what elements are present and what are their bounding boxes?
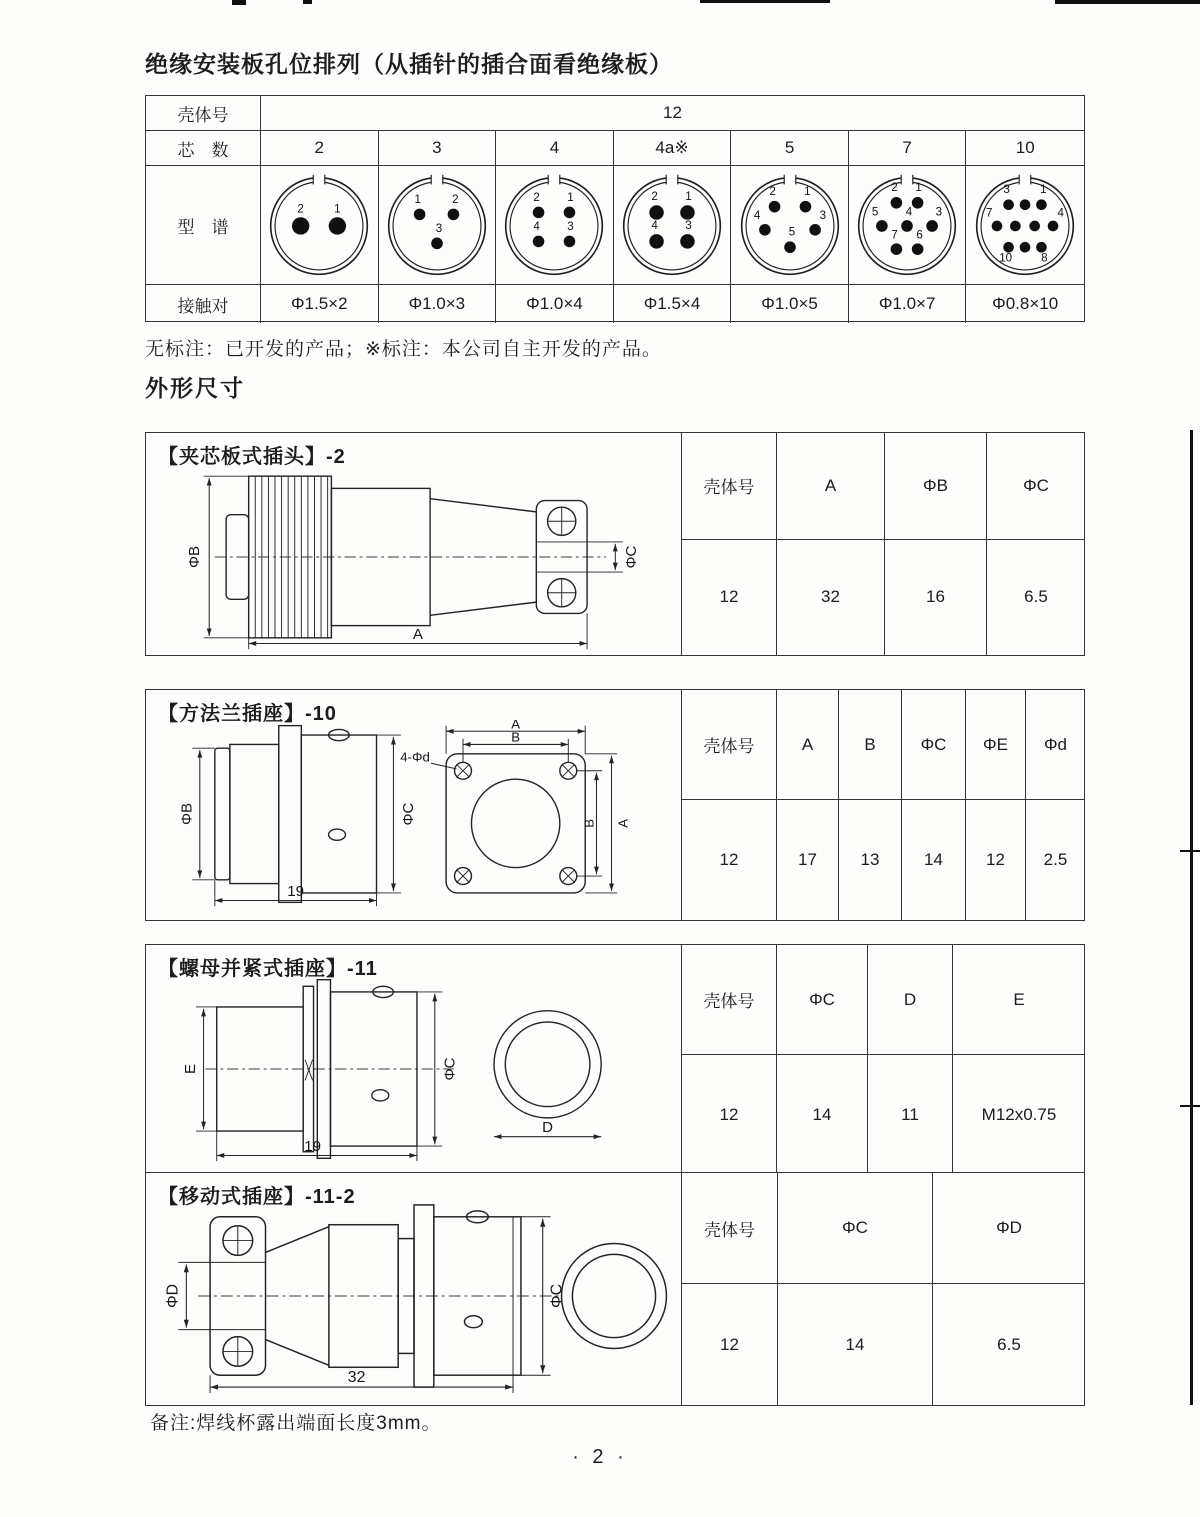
cores-cell: 7 [849, 131, 967, 166]
contact-cell: Φ1.0×5 [731, 285, 849, 323]
spectrum-cell [966, 166, 1084, 285]
dim-label-phiB: ΦB [178, 802, 196, 826]
cores-cell: 10 [966, 131, 1084, 166]
section-box-plug [145, 432, 1085, 656]
connector-face-4a-pin [617, 168, 727, 282]
svg-text:4: 4 [1057, 207, 1065, 220]
col-header: ΦC [778, 1173, 933, 1284]
page-title: 绝缘安装板孔位排列（从插针的插合面看绝缘板） [145, 51, 673, 77]
shell-row-header: 壳体号 [146, 96, 261, 131]
scan-artifact [1190, 430, 1193, 1405]
value-cell: 16 [885, 540, 987, 655]
dim-label-B-right: B [581, 819, 597, 828]
contact-row-header: 接触对 [146, 285, 261, 323]
dim-label-19: 19 [304, 1137, 321, 1155]
svg-text:4: 4 [753, 210, 760, 223]
col-header: ΦC [777, 945, 868, 1055]
value-cell: 2.5 [1043, 850, 1068, 870]
col-header: B [839, 690, 902, 800]
dim-label-4-phid: 4-Φd [400, 749, 430, 765]
value-cell: 14 [778, 1284, 933, 1405]
value-cell: 17 [777, 800, 839, 920]
mobile-receptacle-drawing [156, 1197, 676, 1395]
svg-text:8: 8 [1041, 252, 1048, 265]
section-title-dimensions: 外形尺寸 [145, 375, 245, 401]
dim-label-A-top: A [511, 720, 521, 732]
value-cell: 12 [682, 1055, 777, 1175]
value-cell: 12 [682, 540, 777, 655]
scan-artifact [1055, 0, 1200, 4]
box-title: 【方法兰插座】-10 [158, 703, 337, 725]
dim-label-phiC: ΦC [622, 545, 640, 569]
col-header: A [777, 690, 839, 800]
spectrum-cell [614, 166, 732, 285]
spectrum-cell [261, 166, 379, 285]
spectrum-cell [731, 166, 849, 285]
svg-text:3: 3 [435, 222, 443, 235]
contact-cell: Φ1.0×7 [849, 285, 967, 323]
scan-artifact [1180, 1105, 1200, 1107]
cores-cell: 3 [379, 131, 497, 166]
box-title: 【移动式插座】-11-2 [158, 1186, 356, 1208]
svg-text:3: 3 [819, 210, 826, 223]
value-cell: 14 [902, 800, 966, 920]
section-box-jamnut-receptacle [145, 944, 1085, 1176]
connector-face-4pin [499, 168, 609, 282]
svg-text:2: 2 [533, 191, 541, 204]
svg-text:2: 2 [651, 190, 658, 203]
svg-text:1: 1 [685, 190, 692, 203]
connector-face-10pin [970, 168, 1080, 282]
page-number: · 2 · [572, 1446, 628, 1468]
dimension-table [681, 1173, 1084, 1405]
scan-artifact [232, 0, 246, 5]
dim-label-A-right: A [615, 819, 631, 828]
contact-cell: Φ1.0×4 [496, 285, 614, 323]
plug-side-view-drawing [156, 463, 676, 651]
connector-face-2pin [264, 168, 374, 282]
svg-text:2: 2 [768, 186, 776, 199]
svg-text:1: 1 [567, 191, 575, 204]
col-header: E [953, 945, 1085, 1055]
svg-text:2: 2 [297, 203, 305, 216]
svg-text:2: 2 [891, 182, 898, 195]
col-header: D [868, 945, 953, 1055]
col-header: ΦC [902, 690, 966, 800]
value-cell: 11 [868, 1055, 953, 1175]
col-header: ΦB [885, 433, 987, 540]
dim-label-B-top: B [511, 729, 521, 745]
spectrum-row-header: 型 谱 [146, 166, 261, 285]
col-header: 壳体号 [682, 690, 777, 800]
dimension-table [681, 690, 1084, 920]
dim-label-phiD: ΦD [164, 1283, 182, 1309]
dim-label-phiB: ΦB [185, 545, 203, 569]
dim-label-A: A [412, 625, 423, 643]
col-header: Φd [1026, 690, 1085, 800]
col-header: 壳体号 [682, 433, 777, 540]
dim-label-phiC: ΦC [441, 1057, 459, 1081]
connector-face-7pin [852, 168, 962, 282]
dimension-table [681, 945, 1084, 1175]
col-header: A [777, 433, 885, 540]
box-title: 【夹芯板式插头】-2 [158, 446, 346, 468]
col-header: ΦC [987, 433, 1085, 540]
pin-arrangement-table [145, 95, 1085, 322]
svg-text:1: 1 [1040, 184, 1047, 197]
cores-cell: 5 [731, 131, 849, 166]
svg-text:1: 1 [414, 193, 421, 206]
connector-face-5pin [735, 168, 845, 282]
col-header: 壳体号 [682, 1173, 778, 1284]
spectrum-cell [379, 166, 497, 285]
contact-cell: Φ1.5×4 [614, 285, 732, 323]
value-cell: 32 [777, 540, 885, 655]
svg-text:5: 5 [872, 206, 879, 219]
svg-text:3: 3 [685, 219, 692, 232]
scan-artifact [1180, 850, 1200, 852]
connector-face-3pin [382, 168, 492, 282]
section-box-mobile-receptacle [145, 1172, 1085, 1406]
value-cell: 13 [839, 800, 902, 920]
col-header: 壳体号 [682, 945, 777, 1055]
contact-cell: Φ1.0×3 [379, 285, 497, 323]
cores-cell: 2 [261, 131, 379, 166]
dim-label-phiC: ΦC [548, 1283, 566, 1309]
value-cell: 14 [777, 1055, 868, 1175]
value-cell: 12 [682, 1284, 778, 1405]
svg-text:10: 10 [999, 252, 1013, 265]
value-cell: M12x0.75 [981, 1105, 1057, 1125]
svg-text:3: 3 [935, 206, 943, 219]
dim-label-phiC: ΦC [400, 802, 418, 826]
svg-text:4: 4 [533, 220, 541, 233]
dim-label-19: 19 [287, 882, 305, 900]
svg-text:3: 3 [567, 220, 575, 233]
section-box-flange-receptacle [145, 689, 1085, 921]
svg-text:3: 3 [1003, 184, 1011, 197]
svg-text:6: 6 [916, 229, 923, 242]
jamnut-receptacle-drawing [156, 975, 676, 1163]
cores-cell: 4 [496, 131, 614, 166]
value-cell: 6.5 [997, 1334, 1021, 1354]
footer-note: 备注:焊线杯露出端面长度3mm。 [150, 1413, 442, 1434]
scan-artifact [700, 0, 830, 3]
cores-cell: 4a※ [614, 131, 732, 166]
development-note: 无标注：已开发的产品；※标注：本公司自主开发的产品。 [145, 339, 662, 360]
svg-text:1: 1 [334, 203, 341, 216]
box-title: 【螺母并紧式插座】-11 [158, 958, 378, 980]
svg-text:7: 7 [891, 229, 898, 242]
col-header: ΦD [933, 1173, 1085, 1284]
svg-text:4: 4 [905, 206, 913, 219]
svg-text:4: 4 [651, 219, 658, 232]
shell-value: 12 [261, 96, 1084, 131]
spectrum-cell [496, 166, 614, 285]
spectrum-cell [849, 166, 967, 285]
flange-receptacle-drawing [156, 720, 676, 908]
dim-label-32: 32 [347, 1369, 366, 1387]
value-cell: 12 [966, 800, 1026, 920]
scan-artifact [303, 0, 312, 4]
cores-row-header: 芯 数 [146, 131, 261, 166]
svg-text:1: 1 [803, 186, 811, 199]
svg-text:1: 1 [915, 182, 922, 195]
dim-label-D: D [542, 1118, 554, 1136]
contact-cell: Φ0.8×10 [992, 294, 1059, 313]
col-header: ΦE [966, 690, 1026, 800]
dimension-table [681, 433, 1084, 655]
svg-text:5: 5 [788, 226, 795, 239]
dim-label-E: E [182, 1063, 200, 1075]
contact-cell: Φ1.5×2 [261, 285, 379, 323]
value-cell: 12 [682, 800, 777, 920]
svg-text:7: 7 [986, 207, 993, 220]
value-cell: 6.5 [1024, 587, 1048, 607]
svg-text:2: 2 [451, 193, 459, 206]
